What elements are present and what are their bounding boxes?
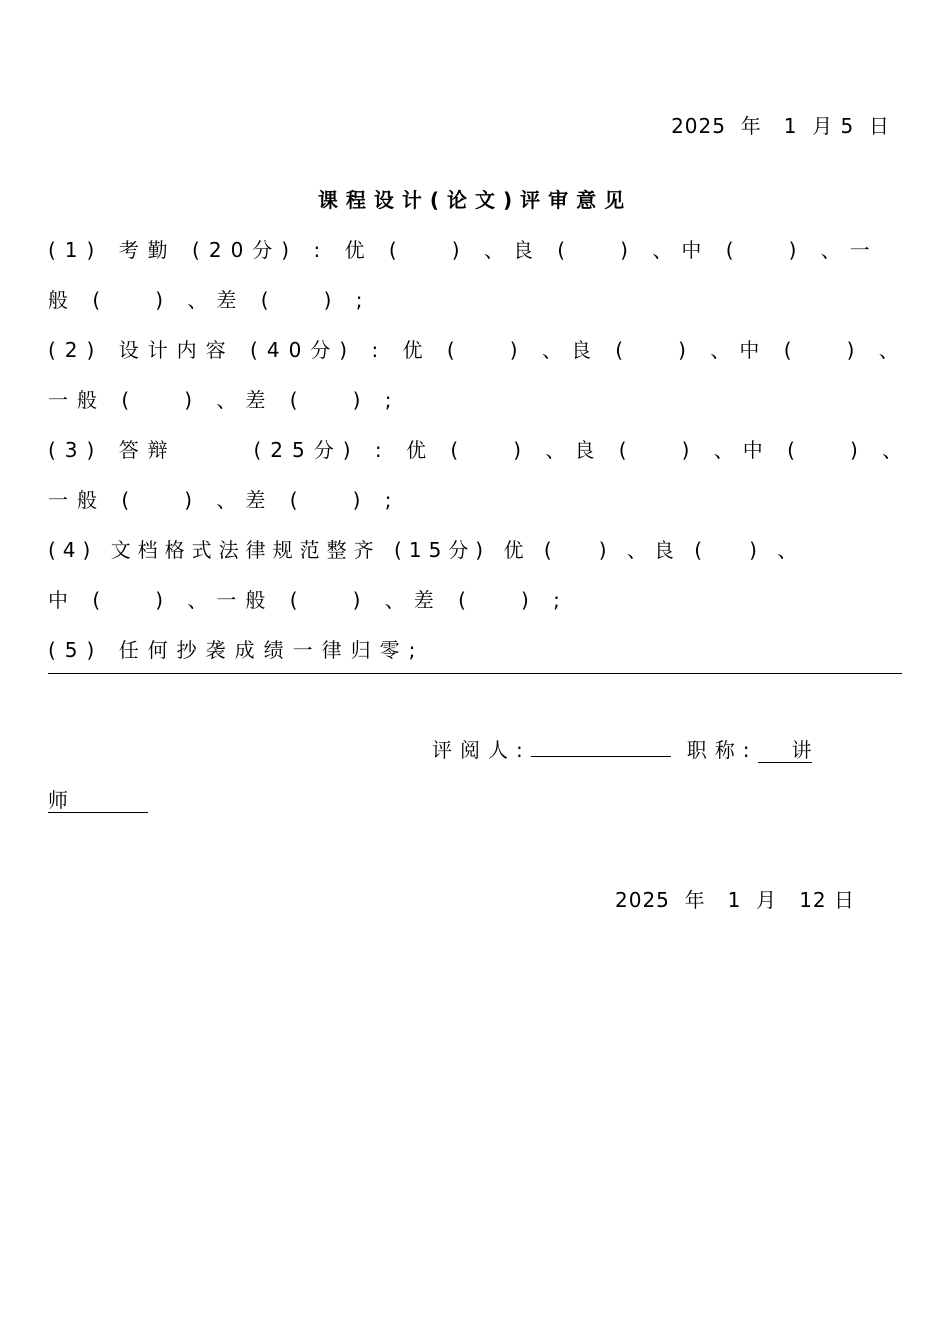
job-title-value: 讲 [758,738,812,763]
criterion-attendance-line-1: (1) 考勤 (20分) : 优 ( ) 、良 ( ) 、中 ( ) 、一 [48,238,879,262]
reviewer-blank-field[interactable] [531,738,671,757]
signature-row [432,738,812,763]
footer-date: 2025 年 1 月 12 日 [615,888,856,912]
criterion-defense-line-1: (3) 答辩 (25分) : 优 ( ) 、良 ( ) 、中 ( ) 、 [48,438,912,462]
criterion-plagiarism-rule: (5) 任何抄袭成绩一律归零; [48,638,425,662]
job-title-value-continued: 师 [48,788,148,813]
section-divider [48,673,902,674]
criterion-attendance-line-2: 般 ( ) 、差 ( ) ; [48,288,372,312]
reviewer-label: 评阅人: [432,738,531,762]
criterion-design-content-line-1: (2) 设计内容 (40分) : 优 ( ) 、良 ( ) 、中 ( ) 、 [48,338,908,362]
criterion-document-format-line-2: 中 ( ) 、一般 ( ) 、差 ( ) ; [48,588,569,612]
form-title: 课程设计(论文)评审意见 [317,188,633,212]
header-date: 2025 年 1 月 5 日 [671,114,890,138]
criterion-document-format-line-1: (4) 文档格式法律规范整齐 (15分) 优 ( ) 、良 ( ) 、 [48,538,805,562]
job-title-label: 职称: [686,738,758,762]
criterion-design-content-line-2: 一般 ( ) 、差 ( ) ; [48,388,401,412]
criterion-defense-line-2: 一般 ( ) 、差 ( ) ; [48,488,401,512]
